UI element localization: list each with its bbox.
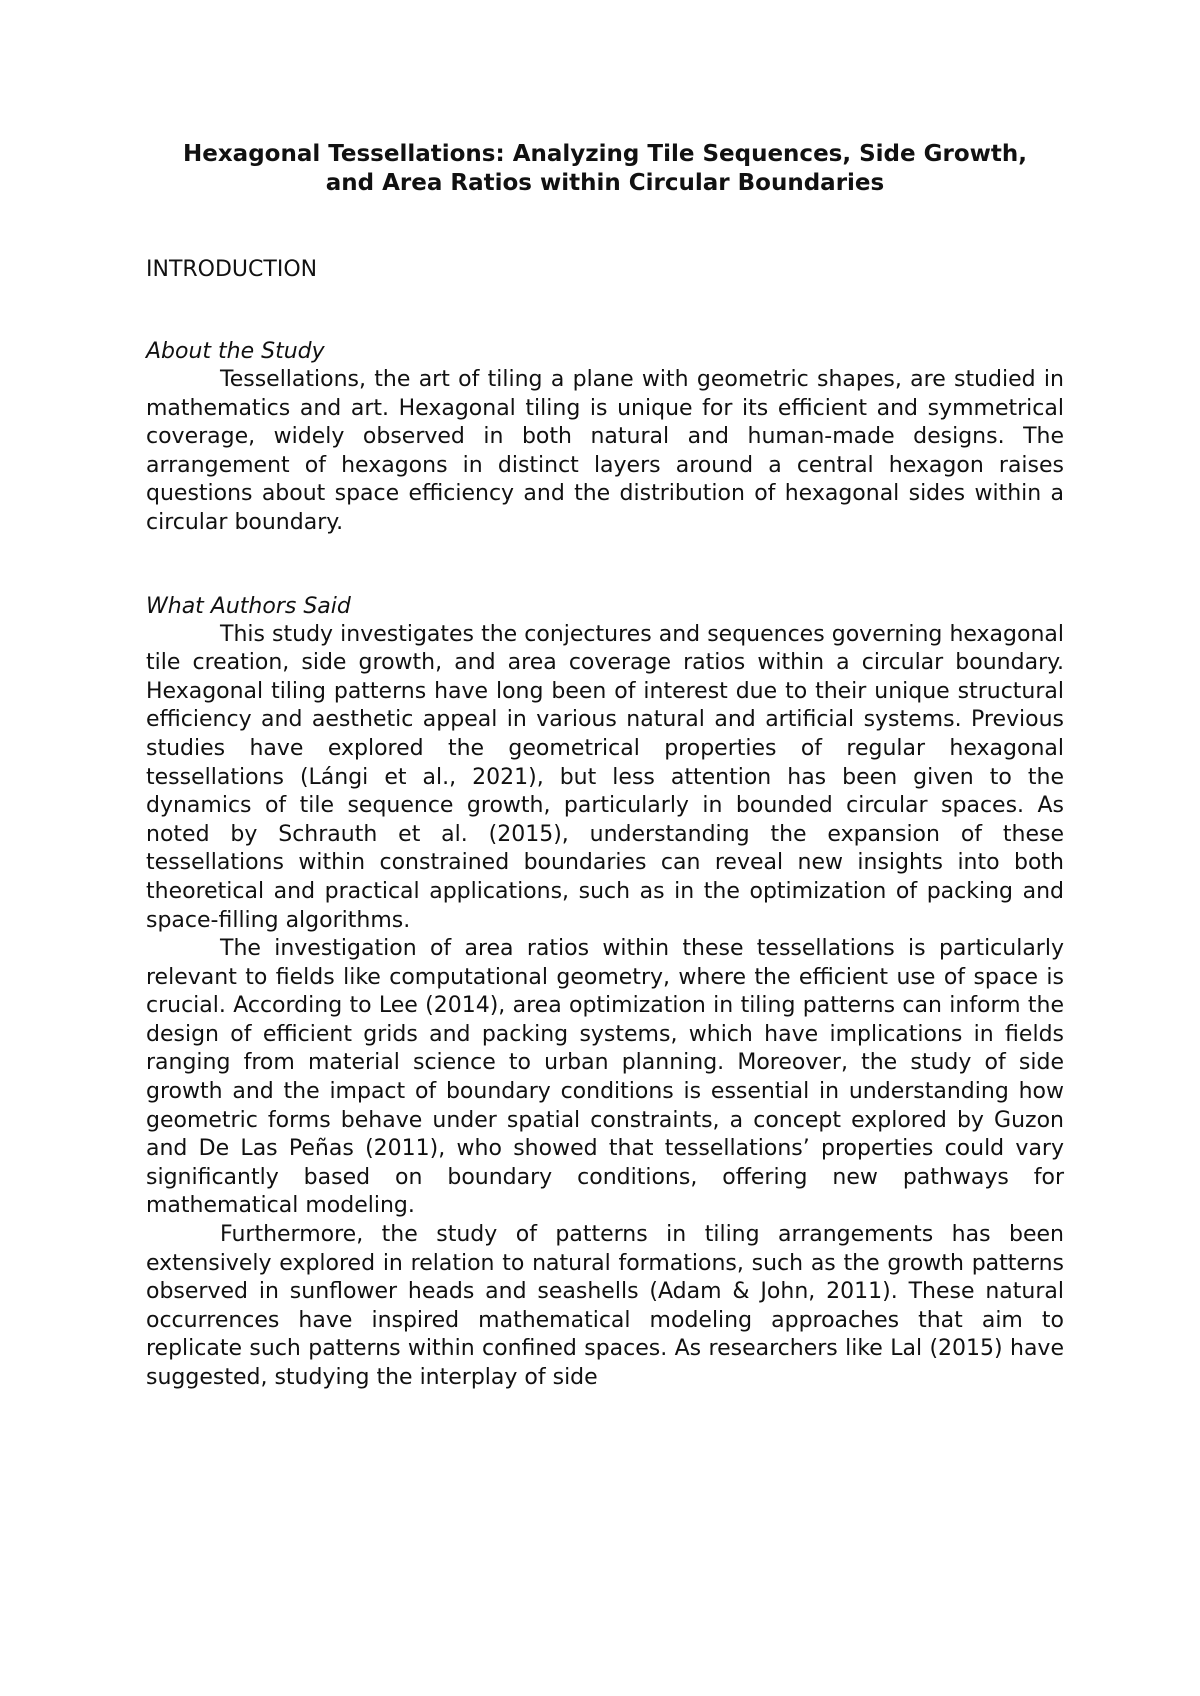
subheading-what-authors-said: What Authors Said <box>146 593 351 619</box>
document-title <box>146 140 1064 198</box>
title-line-2: and Area Ratios within Circular Boundaries <box>325 170 885 196</box>
section-heading-introduction: INTRODUCTION <box>146 257 318 282</box>
paragraph-authors-1: This study investigates the conjectures and sequences governing hexagonal tile creation, side growth, and area coverage ratios within a circular boundary. Hexagonal tiling patterns have long been of interest due to their unique structural efficiency and aesthetic appeal in various natural and artificial systems. Previous studies have explored the geometrical properties of regular hexagonal tessellations (Lángi et al., 2021), but less attention has been given to the dynamics of tile sequence growth, particularly in bounded circular spaces. As noted by Schrauth et al. (2015), understanding the expansion of these tessellations within constrained boundaries can reveal new insights into both theoretical and practical applications, such as in the optimization of packing and space-filling algorithms. <box>146 621 1064 933</box>
document-page <box>146 140 1064 1393</box>
paragraph-about-1: Tessellations, the art of tiling a plane with geometric shapes, are studied in mathematics and art. Hexagonal tiling is unique for its efficient and symmetrical coverage, widely observed in both natural and human-made designs. The arrangement of hexagons in distinct layers around a central hexagon raises questions about space efficiency and the distribution of hexagonal sides within a circular boundary. <box>146 367 1064 535</box>
paragraph-authors-3: Furthermore, the study of patterns in tiling arrangements has been extensively explored in relation to natural formations, such as the growth patterns observed in sunflower heads and seashells (Adam & John, 2011). These natural occurrences have inspired mathematical modeling approaches that aim to replicate such patterns within confined spaces. As researchers like Lal (2015) have suggested, studying the interplay of side <box>146 1222 1064 1390</box>
subheading-about-the-study: About the Study <box>146 339 325 364</box>
title-line-1: Hexagonal Tessellations: Analyzing Tile Sequences, Side Growth, <box>183 141 1027 167</box>
paragraph-authors-2: The investigation of area ratios within these tessellations is particularly relevant to fields like computational geometry, where the efficient use of space is crucial. According to Lee (2014), area optimization in tiling patterns can inform the design of efficient grids and packing systems, which have implications in fields ranging from material science to urban planning. Moreover, the study of side growth and the impact of boundary conditions is essential in understanding how geometric forms behave under spatial constraints, a concept explored by Guzon and De Las Peñas (2011), who showed that tessellations’ properties could vary significantly based on boundary conditions, offering new pathways for mathematical modeling. <box>146 936 1064 1219</box>
